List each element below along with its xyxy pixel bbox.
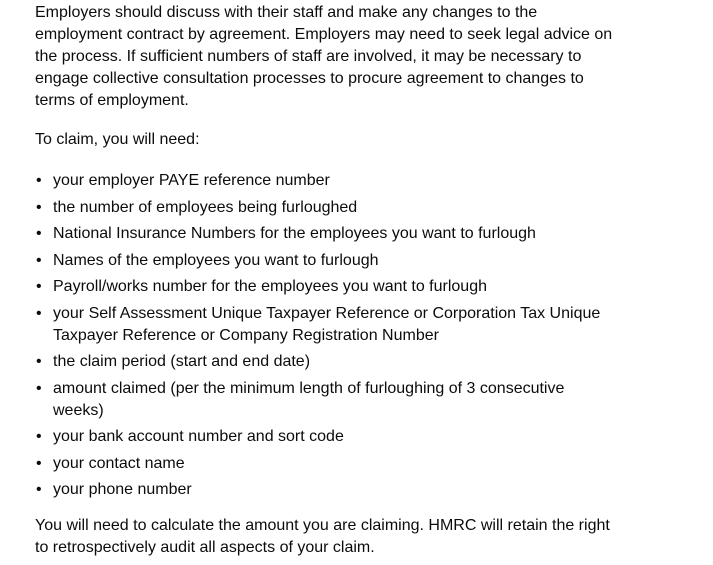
- list-item: [35, 426, 613, 448]
- bullet-icon: •: [36, 304, 42, 322]
- list-item: [35, 170, 613, 192]
- bullet-icon: •: [36, 428, 42, 445]
- list-item: [35, 453, 613, 475]
- list-item-text: your bank account number and sort code: [53, 428, 344, 445]
- bullet-icon: •: [36, 198, 42, 216]
- list-item: [35, 276, 613, 298]
- bullet-icon: •: [36, 278, 42, 295]
- list-item: [35, 479, 613, 501]
- list-item-text: the number of employees being furloughed: [53, 198, 358, 216]
- list-item: [35, 250, 613, 272]
- closing-paragraph: You will need to calculate the amount you are claiming. HMRC will retain the right to retrospectively audit all aspects of your claim.: [35, 517, 610, 556]
- main-content: [35, 2, 675, 559]
- list-item-text: Names of the employees you want to furlough: [53, 251, 379, 269]
- bullet-icon: •: [36, 481, 42, 498]
- list-item: [35, 351, 613, 373]
- claim-requirements-heading: To claim, you will need:: [35, 131, 200, 148]
- bullet-icon: •: [36, 251, 42, 269]
- list-item-text: Payroll/works number for the employees you want to furlough: [53, 278, 487, 295]
- list-item-text: amount claimed (per the minimum length of furloughing of 3 consecutive weeks): [53, 379, 565, 419]
- bullet-icon: •: [36, 353, 42, 370]
- bullet-icon: •: [36, 225, 42, 242]
- list-item-text: your employer PAYE reference number: [53, 172, 330, 189]
- list-item: [35, 378, 613, 422]
- bullet-icon: •: [36, 454, 42, 472]
- list-item: [35, 223, 613, 245]
- list-item-text: your Self Assessment Unique Taxpayer Reference or Corporation Tax Unique Taxpayer Reference or Company Registration Number: [53, 304, 601, 344]
- list-item-text: your contact name: [53, 454, 185, 472]
- requirements-list: [35, 170, 675, 501]
- list-item: [35, 303, 613, 347]
- intro-paragraph: Employers should discuss with their staff and make any changes to the employment contract by agreement. Employers may need to seek legal advice on the process. If sufficient numbers of staff are involved, it may be necessary to engage collective consultation processes to procure agreement to changes to terms of employment.: [35, 4, 613, 109]
- list-item: [35, 197, 613, 219]
- list-item-text: your phone number: [53, 481, 192, 498]
- list-item-text: National Insurance Numbers for the employees you want to furlough: [53, 225, 536, 242]
- list-item-text: the claim period (start and end date): [53, 353, 311, 370]
- bullet-icon: •: [36, 172, 42, 189]
- bullet-icon: •: [36, 379, 42, 397]
